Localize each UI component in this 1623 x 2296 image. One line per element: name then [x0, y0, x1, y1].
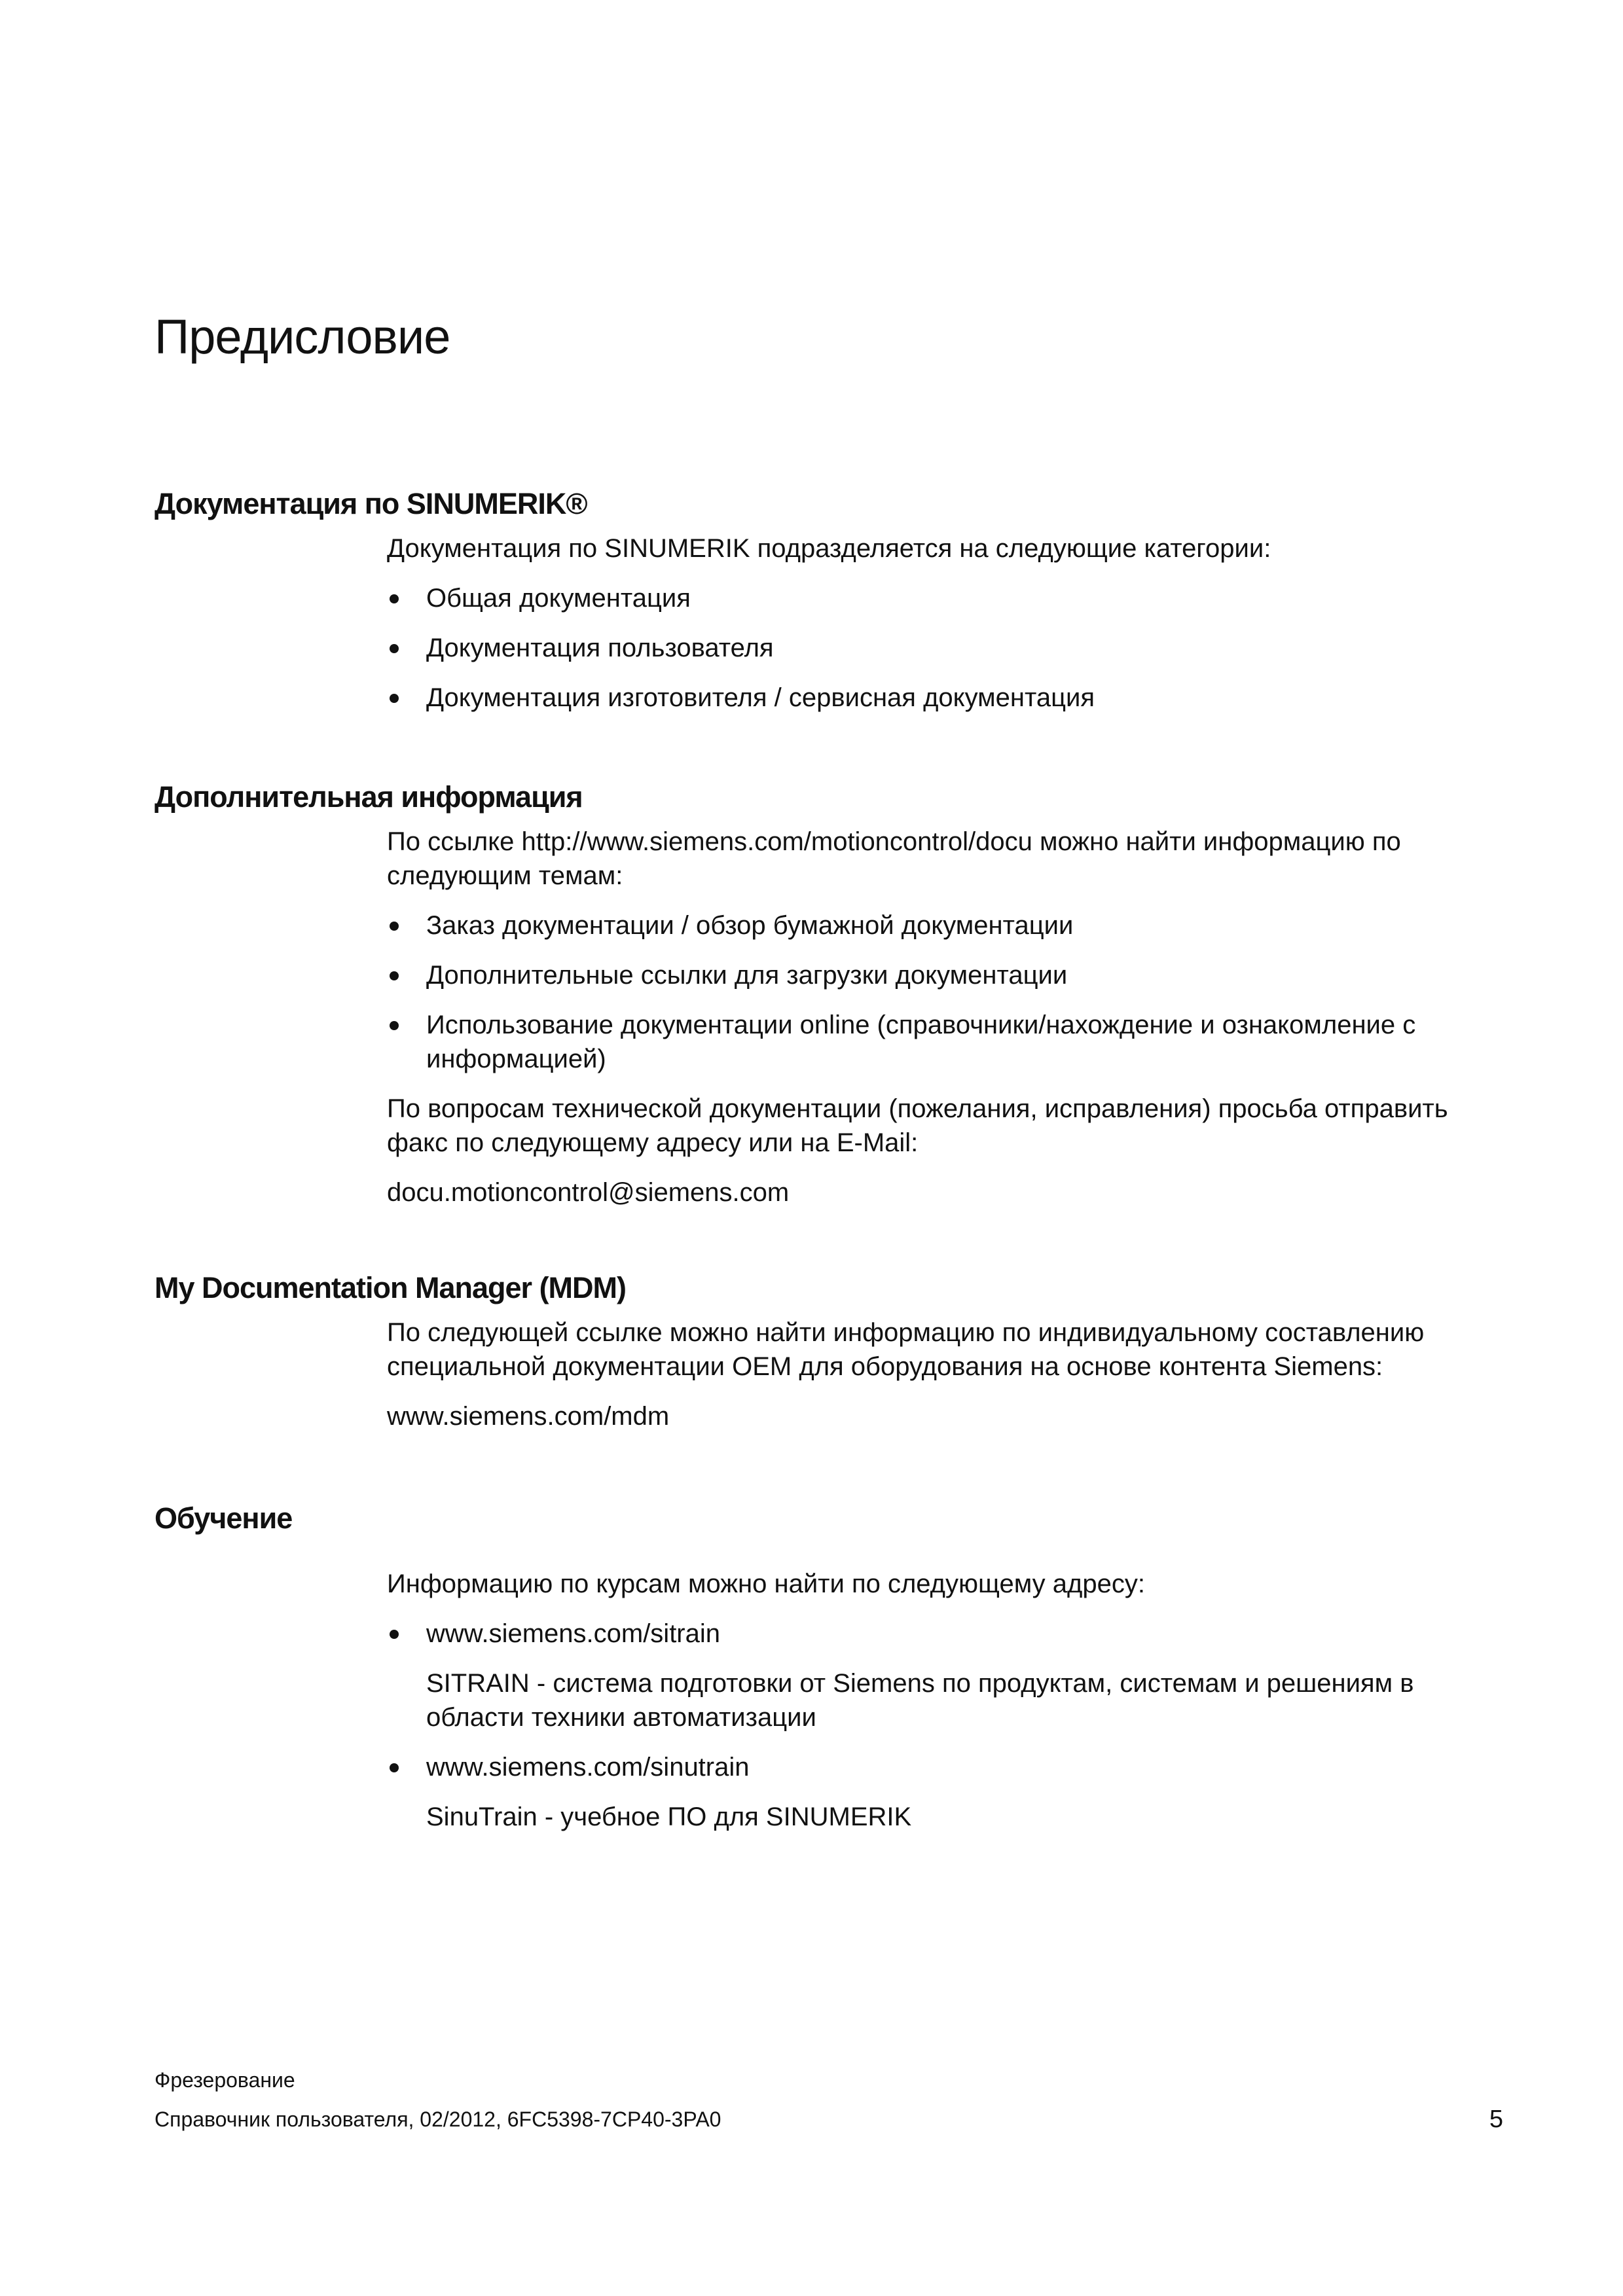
list-item-label: Общая документация — [426, 584, 691, 613]
section-heading: My Documentation Manager (MDM) — [155, 1271, 627, 1304]
list-item-label: Использование документации online (справочники/нахождение и ознакомление с информацией) — [426, 1011, 1416, 1073]
bullet-icon — [390, 1763, 399, 1772]
sitrain-description: SITRAIN - система подготовки от Siemens по продуктам, системам и решениям в области техники автоматизации — [426, 1669, 1414, 1732]
bullet-icon — [390, 1021, 399, 1030]
bullet-icon — [390, 644, 399, 653]
bullet-icon — [390, 594, 399, 603]
page-footer — [155, 2060, 1503, 2139]
list-item — [387, 581, 1500, 615]
section-mdm — [155, 1268, 1529, 1449]
bullet-list — [387, 1617, 1500, 1834]
section-heading: Обучение — [155, 1501, 293, 1535]
bullet-list — [387, 908, 1500, 1076]
intro-text: Документация по SINUMERIK подразделяется на следующие категории: — [387, 534, 1271, 563]
intro-text: По следующей ссылке можно найти информацию по индивидуальному составлению специальной документации OEM для оборудования на основе контента Siemens: — [387, 1318, 1425, 1381]
section-training — [155, 1499, 1529, 1850]
list-item — [387, 681, 1500, 715]
bullet-icon — [390, 971, 399, 980]
section-body — [387, 825, 1500, 1210]
section-body — [387, 1567, 1500, 1834]
list-item — [387, 1617, 1500, 1734]
contact-text: По вопросам технической документации (пожелания, исправления) просьба отправить факс по следующему адресу или на E-Mail: — [387, 1094, 1448, 1157]
list-item-label: Документация пользователя — [426, 634, 774, 662]
list-item-label: Документация изготовителя / сервисная документация — [426, 683, 1095, 712]
intro-text: По ссылке http://www.siemens.com/motioncontrol/docu можно найти информацию по следующим темам: — [387, 827, 1401, 890]
section-additional-info — [155, 778, 1529, 1225]
mdm-link: www.siemens.com/mdm — [387, 1402, 670, 1431]
bullet-icon — [390, 922, 399, 931]
page-number: 5 — [1489, 2106, 1503, 2133]
section-heading: Дополнительная информация — [155, 780, 583, 814]
sinutrain-link: www.siemens.com/sinutrain — [426, 1753, 750, 1782]
list-item-label: Заказ документации / обзор бумажной документации — [426, 911, 1074, 940]
section-body — [387, 531, 1500, 715]
footer-product: Фрезерование — [155, 2068, 295, 2092]
list-item-label: Дополнительные ссылки для загрузки документации — [426, 961, 1068, 990]
list-item — [387, 958, 1500, 992]
list-item — [387, 908, 1500, 942]
footer-manual-info: Справочник пользователя, 02/2012, 6FC5398-7CP40-3PA0 — [155, 2108, 721, 2131]
section-body — [387, 1316, 1500, 1433]
section-sinumerik-docs — [155, 484, 1529, 730]
bullet-icon — [390, 694, 399, 703]
bullet-icon — [390, 1630, 399, 1639]
sinutrain-description: SinuTrain - учебное ПО для SINUMERIK — [426, 1803, 912, 1831]
list-item — [387, 1750, 1500, 1834]
list-item — [387, 631, 1500, 665]
list-item — [387, 1008, 1500, 1076]
intro-text: Информацию по курсам можно найти по следующему адресу: — [387, 1570, 1145, 1598]
email-address: docu.motioncontrol@siemens.com — [387, 1178, 790, 1207]
section-heading: Документация по SINUMERIK® — [155, 487, 587, 520]
page-title: Предисловие — [155, 310, 450, 364]
bullet-list — [387, 581, 1500, 715]
sitrain-link: www.siemens.com/sitrain — [426, 1619, 721, 1648]
